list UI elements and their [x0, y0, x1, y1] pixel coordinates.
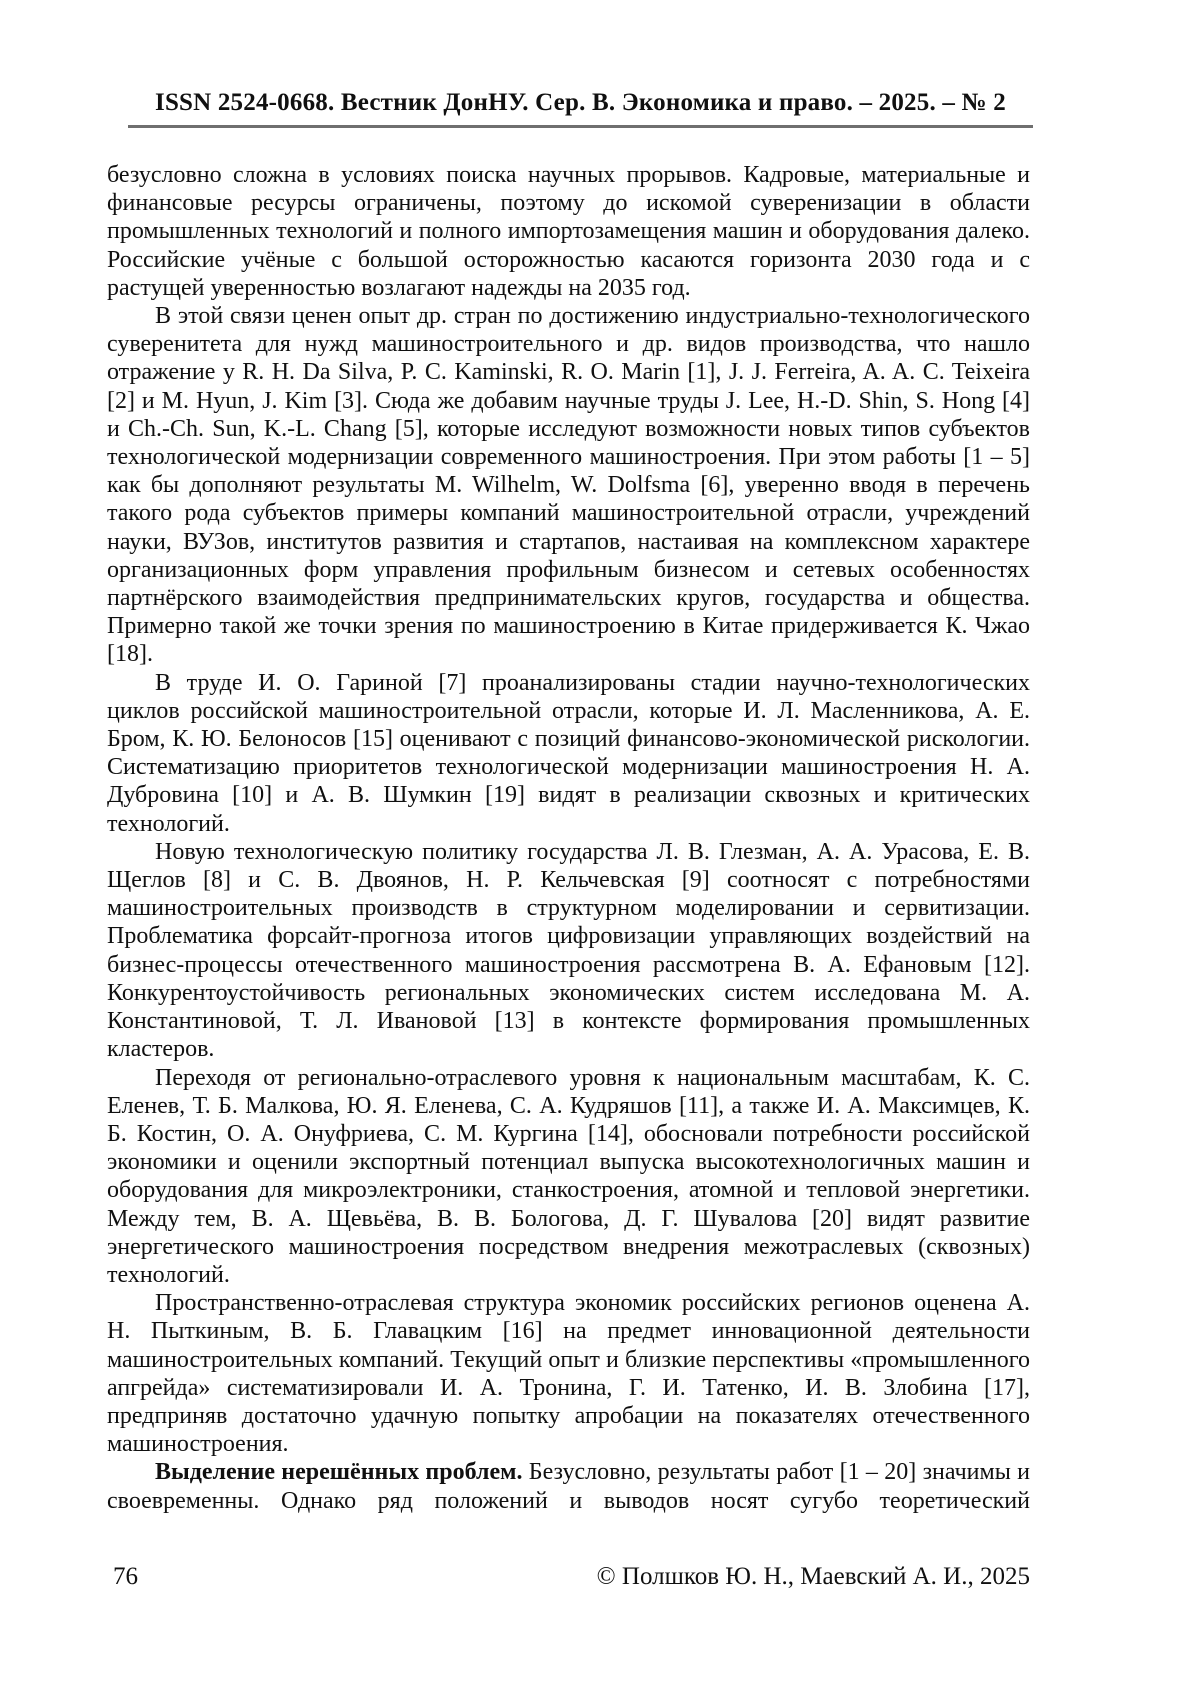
- paragraph-text: Переходя от регионально-отраслевого уровня к национальным масштабам, К. С. Еленев, Т. Б. Малкова, Ю. Я. Еленева, С. А. Кудряшов [11], а также И. А. Максимцев, К. Б. Костин, О. А. Онуфриева, С. М. Кургина [14], обосновали потребности российской экономики и оценили экспортный потенциал выпуска высокотехнологичных машин и оборудования для микроэлектроники, станкостроения, атомной и тепловой энергетики. Между тем, В. А. Щевьёва, В. В. Бологова, Д. Г. Шувалова [20] видят развитие энергетического машиностроения посредством внедрения межотраслевых (сквозных) технологий.: [107, 1064, 1030, 1288]
- paragraph: [107, 838, 1030, 1064]
- section-lead-bold: Выделение нерешённых проблем.: [155, 1459, 523, 1486]
- paragraph: [107, 1289, 1030, 1458]
- paragraph-text: Пространственно-отраслевая структура экономик российских регионов оценена А. Н. Пыткиным, В. Б. Главацким [16] на предмет инновационной деятельности машиностроительных компаний. Текущий опыт и близкие перспективы «промышленного апгрейда» систематизировали И. А. Тронина, Г. И. Татенко, И. В. Злобина [17], предприняв достаточно удачную попытку апробации на показателях отечественного машиностроения.: [107, 1290, 1030, 1458]
- journal-header-line: ISSN 2524-0668. Вестник ДонНУ. Сер. В. Экономика и право. – 2025. – № 2: [128, 88, 1033, 128]
- paragraph: [107, 161, 1030, 302]
- paragraph-text: В этой связи ценен опыт др. стран по достижению индустриально-технологического суверенитета для нужд машиностроительного и др. видов производства, что нашло отражение у R. H. Da Silva, P. C. Kaminski, R. O. Marin [1], J. J. Ferreira, A. A. C. Teixeira [2] и M. Hyun, J. Kim [3]. Сюда же добавим научные труды J. Lee, H.-D. Shin, S. Hong [4] и Ch.-Ch. Sun, K.-L. Chang [5], которые исследуют возможности новых типов субъектов технологической модернизации современного машиностроения. При этом работы [1 – 5] как бы дополняют результаты M. Wilhelm, W. Dolfsma [6], уверенно вводя в перечень такого рода субъектов примеры компаний машиностроительной отрасли, учреждений науки, ВУЗов, институтов развития и стартапов, настаивая на комплексном характере организационных форм управления профильным бизнесом и сетевых особенностях партнёрского взаимодействия предпринимательских кругов, государства и общества. Примерно такой же точки зрения по машиностроению в Китае придерживается К. Чжао [18].: [107, 303, 1030, 668]
- paragraph-text: Безусловно, результаты работ [1 – 20] значимы и своевременны. Однако ряд положений и выводов носят сугубо теоретический: [107, 1459, 1030, 1514]
- copyright-notice: © Полшков Ю. Н., Маевский А. И., 2025: [596, 1563, 1030, 1590]
- article-body: [107, 161, 1030, 1515]
- paragraph: [107, 1064, 1030, 1290]
- paragraph: [107, 669, 1030, 838]
- paragraph: [107, 302, 1030, 669]
- page-number: 76: [113, 1563, 138, 1590]
- paragraph-text: В труде И. О. Гариной [7] проанализированы стадии научно-технологических циклов российской машиностроительной отрасли, которые И. Л. Масленникова, А. Е. Бром, К. Ю. Белоносов [15] оценивают с позиций финансово-экономической рискологии. Систематизацию приоритетов технологической модернизации машиностроения Н. А. Дубровина [10] и А. В. Шумкин [19] видят в реализации сквозных и критических технологий.: [107, 669, 1030, 837]
- paragraph-text: Новую технологическую политику государства Л. В. Глезман, А. А. Урасова, Е. В. Щеглов [8] и С. В. Двоянов, Н. Р. Кельчевская [9] соотносят с потребностями машиностроительных производств в структурном моделировании и сервитизации. Проблематика форсайт-прогноза итогов цифровизации управляющих воздействий на бизнес-процессы отечественного машиностроения рассмотрена В. А. Ефановым [12]. Конкурентоустойчивость региональных экономических систем исследована М. А. Константиновой, Т. Л. Ивановой [13] в контексте формирования промышленных кластеров.: [107, 838, 1030, 1063]
- paragraph: [107, 1458, 1030, 1514]
- paragraph-text: безусловно сложна в условиях поиска научных прорывов. Кадровые, материальные и финансовые ресурсы ограничены, поэтому до искомой суверенизации в области промышленных технологий и полного импортозамещения машин и оборудования далеко. Российские учёные с большой осторожностью касаются горизонта 2030 года и с растущей уверенностью возлагают надежды на 2035 год.: [107, 162, 1030, 301]
